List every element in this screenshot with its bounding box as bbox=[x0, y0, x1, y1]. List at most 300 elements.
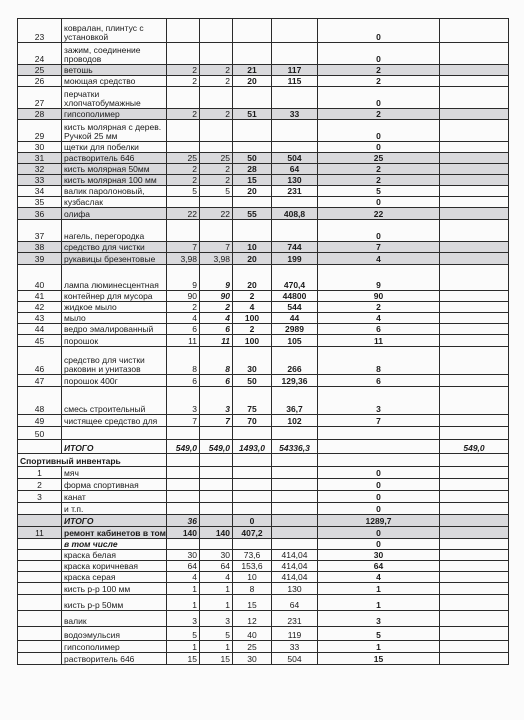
qty-cell: 25 bbox=[233, 641, 272, 653]
row-number: 41 bbox=[18, 291, 62, 302]
item-name: чистящее средство для bbox=[62, 415, 167, 427]
qty-cell bbox=[233, 142, 272, 153]
value-cell: 25 bbox=[318, 153, 440, 164]
price-cell: 105 bbox=[272, 335, 318, 347]
qty-cell: 10 bbox=[233, 242, 272, 253]
price-cell: 115 bbox=[272, 76, 318, 87]
qty-cell: 30 bbox=[233, 653, 272, 665]
item-name: канат bbox=[62, 491, 167, 503]
price-cell: 414,04 bbox=[272, 572, 318, 583]
blank-cell bbox=[440, 175, 509, 186]
row-number: 31 bbox=[18, 153, 62, 164]
item-row bbox=[18, 313, 509, 324]
item-name: водоэмульсия bbox=[62, 627, 167, 641]
item-name: смесь строительный bbox=[62, 387, 167, 415]
qty-cell: 140 bbox=[167, 527, 200, 539]
value-cell: 2 bbox=[318, 164, 440, 175]
qty-cell: 6 bbox=[200, 324, 233, 335]
qty-cell: 2 bbox=[233, 291, 272, 302]
item-row bbox=[18, 175, 509, 186]
qty-cell bbox=[167, 142, 200, 153]
blank-cell bbox=[440, 572, 509, 583]
qty-cell: 2 bbox=[200, 76, 233, 87]
qty-cell: 1 bbox=[167, 641, 200, 653]
qty-cell bbox=[200, 220, 233, 242]
qty-cell: 2 bbox=[200, 164, 233, 175]
price-cell: 470,4 bbox=[272, 265, 318, 291]
blank-cell bbox=[440, 291, 509, 302]
item-name: растворитель 646 bbox=[62, 653, 167, 665]
blank-cell bbox=[18, 595, 62, 611]
value-cell: 6 bbox=[318, 324, 440, 335]
blank-cell bbox=[440, 87, 509, 109]
qty-cell bbox=[233, 19, 272, 43]
row-number: 40 bbox=[18, 265, 62, 291]
price-cell: 33 bbox=[272, 641, 318, 653]
item-name: моющая средство bbox=[62, 76, 167, 87]
qty-cell: 7 bbox=[167, 242, 200, 253]
price-cell: 64 bbox=[272, 164, 318, 175]
blank-cell bbox=[440, 561, 509, 572]
item-row bbox=[18, 291, 509, 302]
blank-cell bbox=[18, 515, 62, 527]
blank-cell bbox=[440, 186, 509, 197]
qty-cell bbox=[200, 19, 233, 43]
blank-cell bbox=[272, 479, 318, 491]
qty-cell: 4 bbox=[167, 313, 200, 324]
row-number: 30 bbox=[18, 142, 62, 153]
price-cell: 64 bbox=[272, 595, 318, 611]
value-cell: 1 bbox=[318, 595, 440, 611]
blank-cell bbox=[440, 479, 509, 491]
qty-cell: 3 bbox=[200, 611, 233, 627]
value-cell: 2 bbox=[318, 109, 440, 120]
qty-cell: 7 bbox=[167, 415, 200, 427]
blank-cell bbox=[233, 539, 272, 550]
blank-cell bbox=[440, 583, 509, 595]
qty-cell: 4 bbox=[233, 302, 272, 313]
qty-cell bbox=[167, 19, 200, 43]
qty-cell bbox=[233, 87, 272, 109]
qty-cell: 1 bbox=[200, 595, 233, 611]
blank-cell bbox=[440, 335, 509, 347]
qty-cell: 70 bbox=[233, 415, 272, 427]
value-cell: 22 bbox=[318, 208, 440, 220]
row-number: 27 bbox=[18, 87, 62, 109]
price-cell: 2989 bbox=[272, 324, 318, 335]
price-cell bbox=[272, 87, 318, 109]
qty-cell: 20 bbox=[233, 76, 272, 87]
qty-cell bbox=[233, 43, 272, 65]
qty-cell: 2 bbox=[233, 324, 272, 335]
blank-cell bbox=[440, 491, 509, 503]
blank-cell bbox=[440, 253, 509, 265]
row-number: 50 bbox=[18, 427, 62, 440]
value-cell: 0 bbox=[318, 503, 440, 515]
repair-item-row bbox=[18, 583, 509, 595]
qty-cell: 64 bbox=[200, 561, 233, 572]
value-cell: 7 bbox=[318, 242, 440, 253]
value-cell: 15 bbox=[318, 653, 440, 665]
qty-cell: 5 bbox=[200, 627, 233, 641]
qty-cell: 6 bbox=[200, 375, 233, 387]
qty-cell: 30 bbox=[200, 550, 233, 561]
repair-item-row bbox=[18, 595, 509, 611]
value-cell: 0 bbox=[318, 220, 440, 242]
row-number: 38 bbox=[18, 242, 62, 253]
value-cell: 4 bbox=[318, 253, 440, 265]
qty-cell: 11 bbox=[167, 335, 200, 347]
qty-cell: 100 bbox=[233, 335, 272, 347]
item-name: средство для чистки bbox=[62, 242, 167, 253]
blank-cell bbox=[167, 503, 200, 515]
row-number: 34 bbox=[18, 186, 62, 197]
item-name: рукавицы брезентовые bbox=[62, 253, 167, 265]
item-name: ковралан, плинтус с установкой bbox=[62, 19, 167, 43]
repair-item-row bbox=[18, 572, 509, 583]
total-cell: 549,0 bbox=[167, 440, 200, 454]
qty-cell: 5 bbox=[200, 186, 233, 197]
qty-cell: 30 bbox=[167, 550, 200, 561]
item-name: ветошь bbox=[62, 65, 167, 76]
blank-cell bbox=[272, 491, 318, 503]
row-number: 37 bbox=[18, 220, 62, 242]
value-cell: 0 bbox=[318, 491, 440, 503]
qty-cell bbox=[200, 120, 233, 142]
qty-cell bbox=[167, 427, 200, 440]
row-number: 36 bbox=[18, 208, 62, 220]
row-number: 32 bbox=[18, 164, 62, 175]
value-cell bbox=[318, 427, 440, 440]
item-row bbox=[18, 375, 509, 387]
item-row bbox=[18, 415, 509, 427]
item-name: валик bbox=[62, 611, 167, 627]
section-header bbox=[18, 454, 509, 467]
item-row bbox=[18, 197, 509, 208]
blank-cell bbox=[440, 19, 509, 43]
item-name: кисть молярная 100 мм bbox=[62, 175, 167, 186]
value-cell: 0 bbox=[318, 467, 440, 479]
item-row bbox=[18, 208, 509, 220]
blank-cell bbox=[272, 515, 318, 527]
repair-item-row bbox=[18, 550, 509, 561]
qty-cell: 11 bbox=[200, 335, 233, 347]
qty-cell: 153,6 bbox=[233, 561, 272, 572]
item-row bbox=[18, 220, 509, 242]
qty-cell: 7 bbox=[200, 415, 233, 427]
blank-cell bbox=[440, 503, 509, 515]
item-row bbox=[18, 302, 509, 313]
qty-cell: 6 bbox=[167, 375, 200, 387]
price-cell: 231 bbox=[272, 186, 318, 197]
qty-cell: 2 bbox=[167, 109, 200, 120]
blank-cell bbox=[233, 454, 272, 467]
total-row bbox=[18, 440, 509, 454]
row-number: 45 bbox=[18, 335, 62, 347]
qty-cell: 20 bbox=[233, 186, 272, 197]
qty-cell: 20 bbox=[233, 265, 272, 291]
price-cell: 33 bbox=[272, 109, 318, 120]
blank-cell bbox=[318, 454, 440, 467]
price-cell: 102 bbox=[272, 415, 318, 427]
qty-cell: 64 bbox=[167, 561, 200, 572]
qty-cell: 5 bbox=[167, 186, 200, 197]
blank-cell bbox=[440, 515, 509, 527]
row-number: 24 bbox=[18, 43, 62, 65]
item-row bbox=[18, 335, 509, 347]
blank-cell bbox=[440, 427, 509, 440]
value-cell: 2 bbox=[318, 76, 440, 87]
qty-cell: 4 bbox=[200, 313, 233, 324]
qty-cell: 6 bbox=[167, 324, 200, 335]
qty-cell: 1 bbox=[200, 583, 233, 595]
qty-cell: 140 bbox=[200, 527, 233, 539]
value-cell: 64 bbox=[318, 561, 440, 572]
blank-cell bbox=[200, 503, 233, 515]
qty-cell: 8 bbox=[167, 347, 200, 375]
item-name: лампа люминесцентная bbox=[62, 265, 167, 291]
blank-cell bbox=[200, 539, 233, 550]
value-cell: 0 bbox=[318, 197, 440, 208]
price-cell: 119 bbox=[272, 627, 318, 641]
budget-table bbox=[17, 18, 509, 665]
value-cell: 0 bbox=[318, 479, 440, 491]
item-name: ремонт кабинетов в том bbox=[62, 527, 167, 539]
price-cell: 504 bbox=[272, 653, 318, 665]
blank-cell bbox=[200, 515, 233, 527]
price-cell: 231 bbox=[272, 611, 318, 627]
qty-cell: 2 bbox=[200, 302, 233, 313]
qty-cell: 15 bbox=[167, 653, 200, 665]
qty-cell: 25 bbox=[200, 153, 233, 164]
price-cell: 117 bbox=[272, 65, 318, 76]
blank-cell bbox=[440, 539, 509, 550]
item-row bbox=[18, 253, 509, 265]
blank-cell bbox=[440, 242, 509, 253]
blank-cell bbox=[440, 142, 509, 153]
row-number: 25 bbox=[18, 65, 62, 76]
blank-cell bbox=[233, 479, 272, 491]
item-row bbox=[18, 427, 509, 440]
value-cell: 2 bbox=[318, 302, 440, 313]
price-cell: 408,8 bbox=[272, 208, 318, 220]
value-cell: 4 bbox=[318, 313, 440, 324]
blank-cell bbox=[440, 653, 509, 665]
blank-cell bbox=[18, 641, 62, 653]
qty-cell bbox=[200, 43, 233, 65]
section-title: Спортивный инвентарь bbox=[18, 454, 167, 467]
qty-cell: 8 bbox=[233, 583, 272, 595]
price-cell bbox=[272, 43, 318, 65]
blank-cell bbox=[440, 153, 509, 164]
total-row bbox=[18, 515, 509, 527]
value-cell: 30 bbox=[318, 550, 440, 561]
qty-cell: 12 bbox=[233, 611, 272, 627]
item-name: перчатки хлопчатобумажные bbox=[62, 87, 167, 109]
total-cell: 549,0 bbox=[200, 440, 233, 454]
row-number: 35 bbox=[18, 197, 62, 208]
qty-cell bbox=[167, 220, 200, 242]
blank-cell bbox=[440, 324, 509, 335]
qty-cell: 1 bbox=[167, 595, 200, 611]
qty-cell bbox=[167, 197, 200, 208]
item-name: валик паролоновый, bbox=[62, 186, 167, 197]
qty-cell: 20 bbox=[233, 253, 272, 265]
item-name: кисть молярная с дерев. Ручкой 25 мм bbox=[62, 120, 167, 142]
qty-cell: 10 bbox=[233, 572, 272, 583]
item-row bbox=[18, 120, 509, 142]
value-cell: 2 bbox=[318, 65, 440, 76]
sport-row bbox=[18, 491, 509, 503]
blank-cell bbox=[18, 561, 62, 572]
blank-cell bbox=[167, 491, 200, 503]
price-cell: 266 bbox=[272, 347, 318, 375]
item-name: краска серая bbox=[62, 572, 167, 583]
item-name: порошок bbox=[62, 335, 167, 347]
price-cell: 44 bbox=[272, 313, 318, 324]
value-cell: 1 bbox=[318, 641, 440, 653]
item-row bbox=[18, 164, 509, 175]
row-number: 3 bbox=[18, 491, 62, 503]
qty-cell: 2 bbox=[167, 175, 200, 186]
item-name: жидкое мыло bbox=[62, 302, 167, 313]
value-cell: 90 bbox=[318, 291, 440, 302]
row-number: 29 bbox=[18, 120, 62, 142]
qty-cell: 22 bbox=[167, 208, 200, 220]
qty-cell: 51 bbox=[233, 109, 272, 120]
item-name: краска коричневая bbox=[62, 561, 167, 572]
price-cell: 744 bbox=[272, 242, 318, 253]
qty-cell: 3 bbox=[200, 387, 233, 415]
blank-cell bbox=[318, 440, 440, 454]
blank-cell bbox=[167, 479, 200, 491]
qty-cell: 22 bbox=[200, 208, 233, 220]
budget-table-body bbox=[18, 19, 509, 665]
value-cell: 4 bbox=[318, 572, 440, 583]
item-row bbox=[18, 43, 509, 65]
sport-row bbox=[18, 467, 509, 479]
price-cell: 504 bbox=[272, 153, 318, 164]
blank-cell bbox=[167, 467, 200, 479]
blank-cell bbox=[272, 467, 318, 479]
blank-cell bbox=[440, 220, 509, 242]
item-name: краска белая bbox=[62, 550, 167, 561]
repair-item-row bbox=[18, 641, 509, 653]
blank-cell bbox=[272, 539, 318, 550]
blank-cell bbox=[440, 302, 509, 313]
qty-cell: 1 bbox=[167, 583, 200, 595]
total-cell: 36 bbox=[167, 515, 200, 527]
qty-cell: 50 bbox=[233, 153, 272, 164]
row-number: 43 bbox=[18, 313, 62, 324]
item-row bbox=[18, 242, 509, 253]
blank-cell bbox=[440, 454, 509, 467]
value-cell: 2 bbox=[318, 175, 440, 186]
blank-cell bbox=[440, 415, 509, 427]
qty-cell bbox=[200, 197, 233, 208]
qty-cell: 50 bbox=[233, 375, 272, 387]
qty-cell: 73,6 bbox=[233, 550, 272, 561]
blank-cell bbox=[18, 653, 62, 665]
item-name: кисть р-р 50мм bbox=[62, 595, 167, 611]
value-cell: 0 bbox=[318, 87, 440, 109]
blank-cell bbox=[440, 641, 509, 653]
blank-cell bbox=[440, 550, 509, 561]
qty-cell: 2 bbox=[167, 164, 200, 175]
qty-cell: 2 bbox=[200, 109, 233, 120]
qty-cell: 15 bbox=[233, 175, 272, 186]
repair-row bbox=[18, 527, 509, 539]
price-cell bbox=[272, 220, 318, 242]
row-number: 47 bbox=[18, 375, 62, 387]
total-cell: 0 bbox=[233, 515, 272, 527]
price-cell: 129,36 bbox=[272, 375, 318, 387]
item-row bbox=[18, 142, 509, 153]
value-cell: 0 bbox=[318, 527, 440, 539]
item-name: контейнер для мусора bbox=[62, 291, 167, 302]
repair-item-row bbox=[18, 611, 509, 627]
blank-cell bbox=[440, 76, 509, 87]
total-label: ИТОГО bbox=[62, 440, 167, 454]
row-number: 48 bbox=[18, 387, 62, 415]
blank-cell bbox=[440, 65, 509, 76]
row-number: 2 bbox=[18, 479, 62, 491]
row-number: 42 bbox=[18, 302, 62, 313]
qty-cell: 15 bbox=[200, 653, 233, 665]
repair-item-row bbox=[18, 561, 509, 572]
blank-cell bbox=[233, 503, 272, 515]
sport-row bbox=[18, 503, 509, 515]
item-name: мяч bbox=[62, 467, 167, 479]
value-cell: 0 bbox=[318, 539, 440, 550]
blank-cell bbox=[18, 572, 62, 583]
blank-cell bbox=[440, 627, 509, 641]
price-cell: 199 bbox=[272, 253, 318, 265]
price-cell: 44800 bbox=[272, 291, 318, 302]
item-row bbox=[18, 347, 509, 375]
row-number: 28 bbox=[18, 109, 62, 120]
qty-cell: 9 bbox=[167, 265, 200, 291]
qty-cell bbox=[200, 427, 233, 440]
including-label: в том числе bbox=[62, 539, 167, 550]
blank-cell bbox=[440, 347, 509, 375]
qty-cell: 90 bbox=[200, 291, 233, 302]
qty-cell: 8 bbox=[200, 347, 233, 375]
blank-cell bbox=[440, 313, 509, 324]
qty-cell: 1 bbox=[200, 641, 233, 653]
blank-cell bbox=[18, 539, 62, 550]
row-number: 44 bbox=[18, 324, 62, 335]
qty-cell: 100 bbox=[233, 313, 272, 324]
blank-cell bbox=[440, 120, 509, 142]
value-cell: 11 bbox=[318, 335, 440, 347]
blank-cell bbox=[18, 583, 62, 595]
qty-cell: 407,2 bbox=[233, 527, 272, 539]
blank-cell bbox=[440, 527, 509, 539]
value-cell: 1 bbox=[318, 583, 440, 595]
price-cell bbox=[272, 427, 318, 440]
blank-cell bbox=[167, 539, 200, 550]
value-cell: 9 bbox=[318, 265, 440, 291]
qty-cell bbox=[233, 427, 272, 440]
qty-cell: 2 bbox=[167, 76, 200, 87]
qty-cell: 2 bbox=[200, 65, 233, 76]
price-cell: 130 bbox=[272, 583, 318, 595]
item-row bbox=[18, 265, 509, 291]
total-cell: 1493,0 bbox=[233, 440, 272, 454]
row-number: 33 bbox=[18, 175, 62, 186]
value-cell: 0 bbox=[318, 120, 440, 142]
